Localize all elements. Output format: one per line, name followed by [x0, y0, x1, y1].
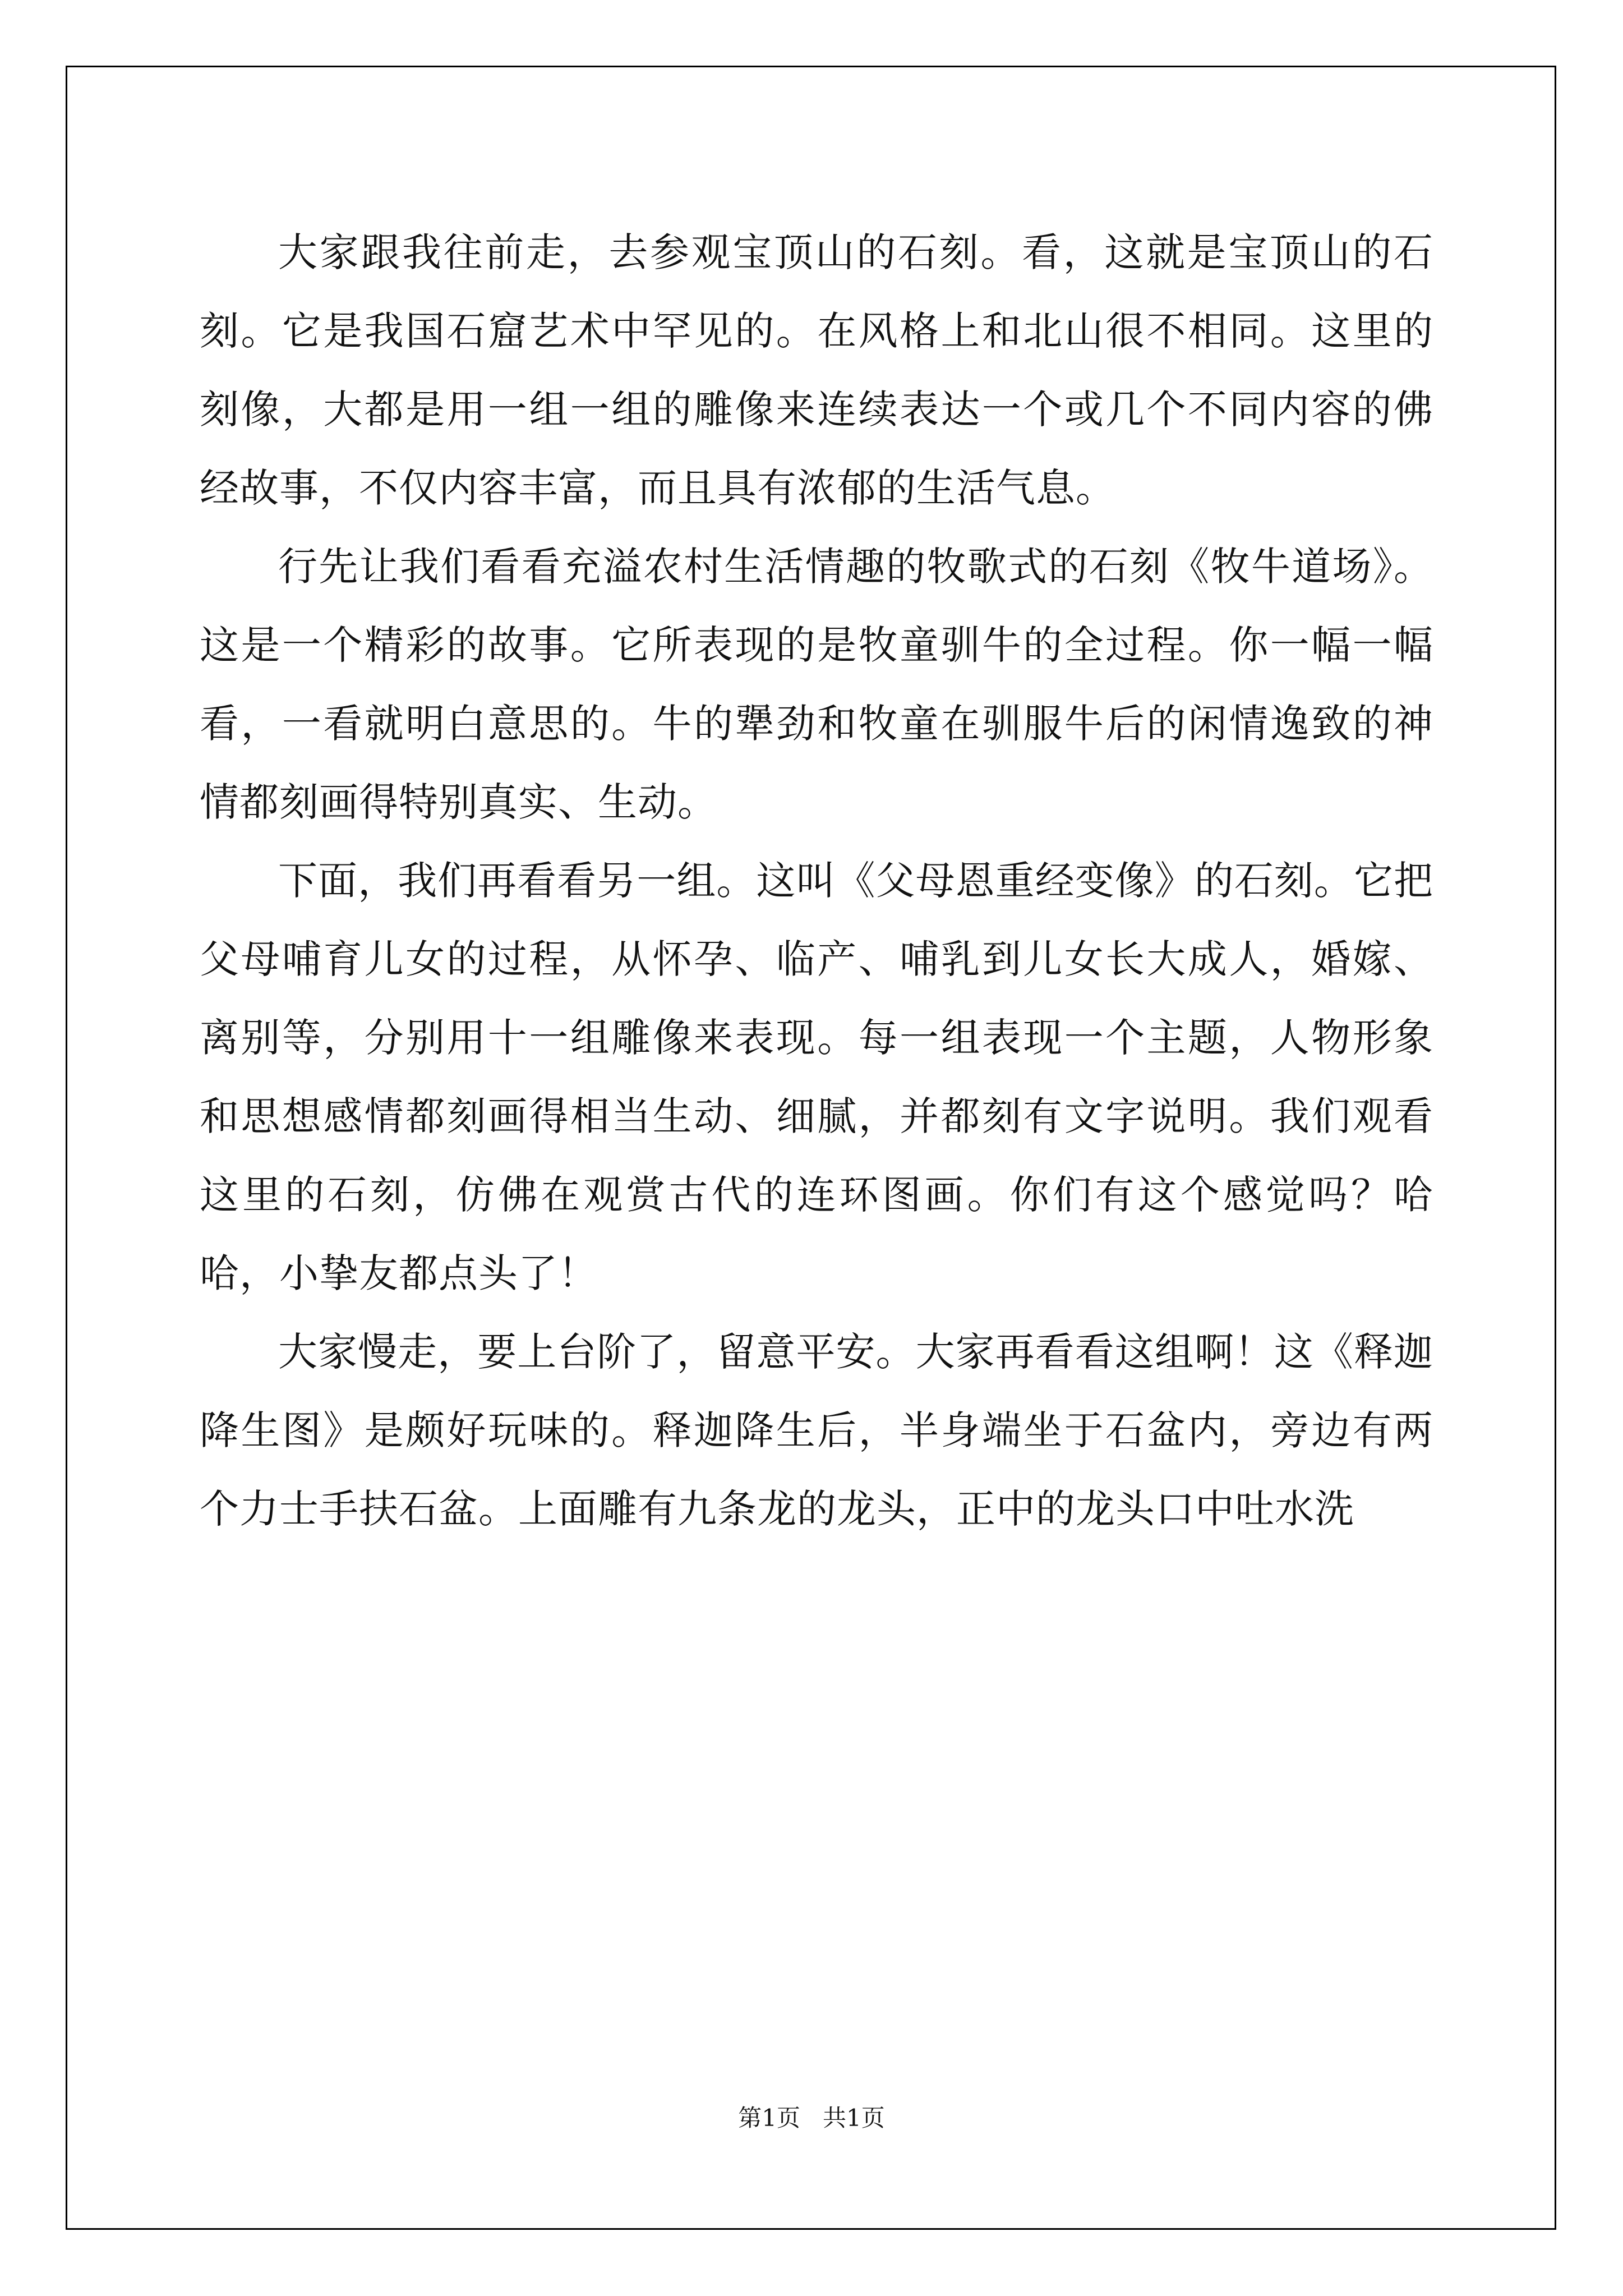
paragraph-4: 大家慢走，要上台阶了，留意平安。大家再看看这组啊！这《释迦降生图》是颇好玩味的。释迦降生后，半身端坐于石盆内，旁边有两个力士手扶石盆。上面雕有九条龙的龙头，正中的龙头口中吐水洗: [200, 1329, 1433, 1532]
page-total: 共1页: [823, 2104, 885, 2132]
paragraph-3: 下面，我们再看看另一组。这叫《父母恩重经变像》的石刻。它把父母哺育儿女的过程，从怀孕、临产、哺乳到儿女长大成人，婚嫁、离别等，分别用十一组雕像来表现。每一组表现一个主题，人物形象和思想感情都刻画得相当生动、细腻，并都刻有文字说明。我们观看这里的石刻，仿佛在观赏古代的连环图画。你们有这个感觉吗？哈哈，小挚友都点头了！: [200, 858, 1433, 1296]
page-number: 第1页: [738, 2104, 800, 2132]
paragraph-2: 行先让我们看看充溢农村生活情趣的牧歌式的石刻《牧牛道场》。这是一个精彩的故事。它所表现的是牧童驯牛的全过程。你一幅一幅看，一看就明白意思的。牛的犟劲和牧童在驯服牛后的闲情逸致的神情都刻画得特别真实、生动。: [200, 544, 1433, 825]
page-footer: [0, 2100, 1623, 2133]
paragraph-1: 大家跟我往前走，去参观宝顶山的石刻。看，这就是宝顶山的石刻。它是我国石窟艺术中罕见的。在风格上和北山很不相同。这里的刻像，大都是用一组一组的雕像来连续表达一个或几个不同内容的佛经故事，不仅内容丰富，而且具有浓郁的生活气息。: [200, 229, 1433, 511]
document-body: [200, 213, 1433, 1548]
